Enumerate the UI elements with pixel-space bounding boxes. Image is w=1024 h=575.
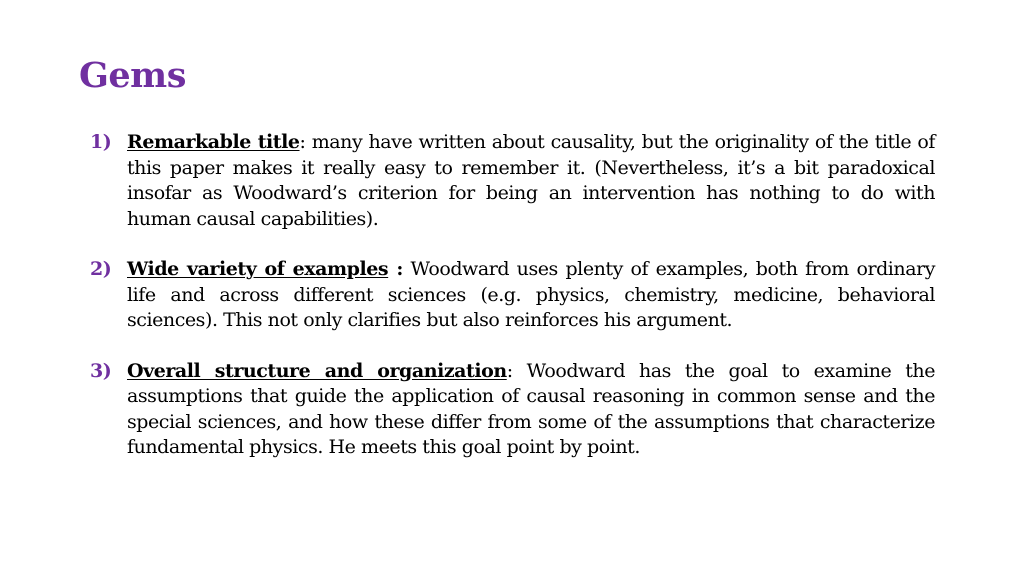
item-text: many have written about causality, but the originality of the title of this paper makes it really easy to remember it. (Nevertheless, it’s a bit paradoxical insofar as Woodward’s criterion for being an intervention has nothing to do with human causal capabilities). bbox=[127, 131, 935, 230]
list-number: 2) bbox=[90, 258, 112, 280]
item-text: Woodward has the goal to examine the assumptions that guide the application of causal reasoning in common sense and the special sciences, and how these differ from some of the assumptions that characterize fundamental physics. He meets this goal point by point. bbox=[127, 359, 935, 458]
list-item-3 bbox=[90, 359, 935, 461]
item-separator: : bbox=[388, 258, 403, 280]
item-term: Remarkable title bbox=[127, 131, 300, 153]
list-number: 3) bbox=[90, 359, 112, 382]
gems-list bbox=[90, 130, 935, 486]
slide-title: Gems bbox=[79, 55, 186, 96]
item-separator: : bbox=[506, 359, 513, 382]
item-term: Wide variety of examples bbox=[127, 258, 389, 280]
item-text: Woodward uses plenty of examples, both from ordinary life and across different sciences (e.g. physics, chemistry, medicine, behavioral sciences). This not only clarifies but also reinforces his argument. bbox=[127, 258, 936, 331]
list-item-2 bbox=[90, 257, 935, 334]
list-item-1 bbox=[90, 130, 935, 232]
item-term: Overall structure and organization bbox=[127, 359, 507, 382]
list-number: 1) bbox=[90, 131, 112, 153]
item-separator: : bbox=[299, 131, 306, 153]
